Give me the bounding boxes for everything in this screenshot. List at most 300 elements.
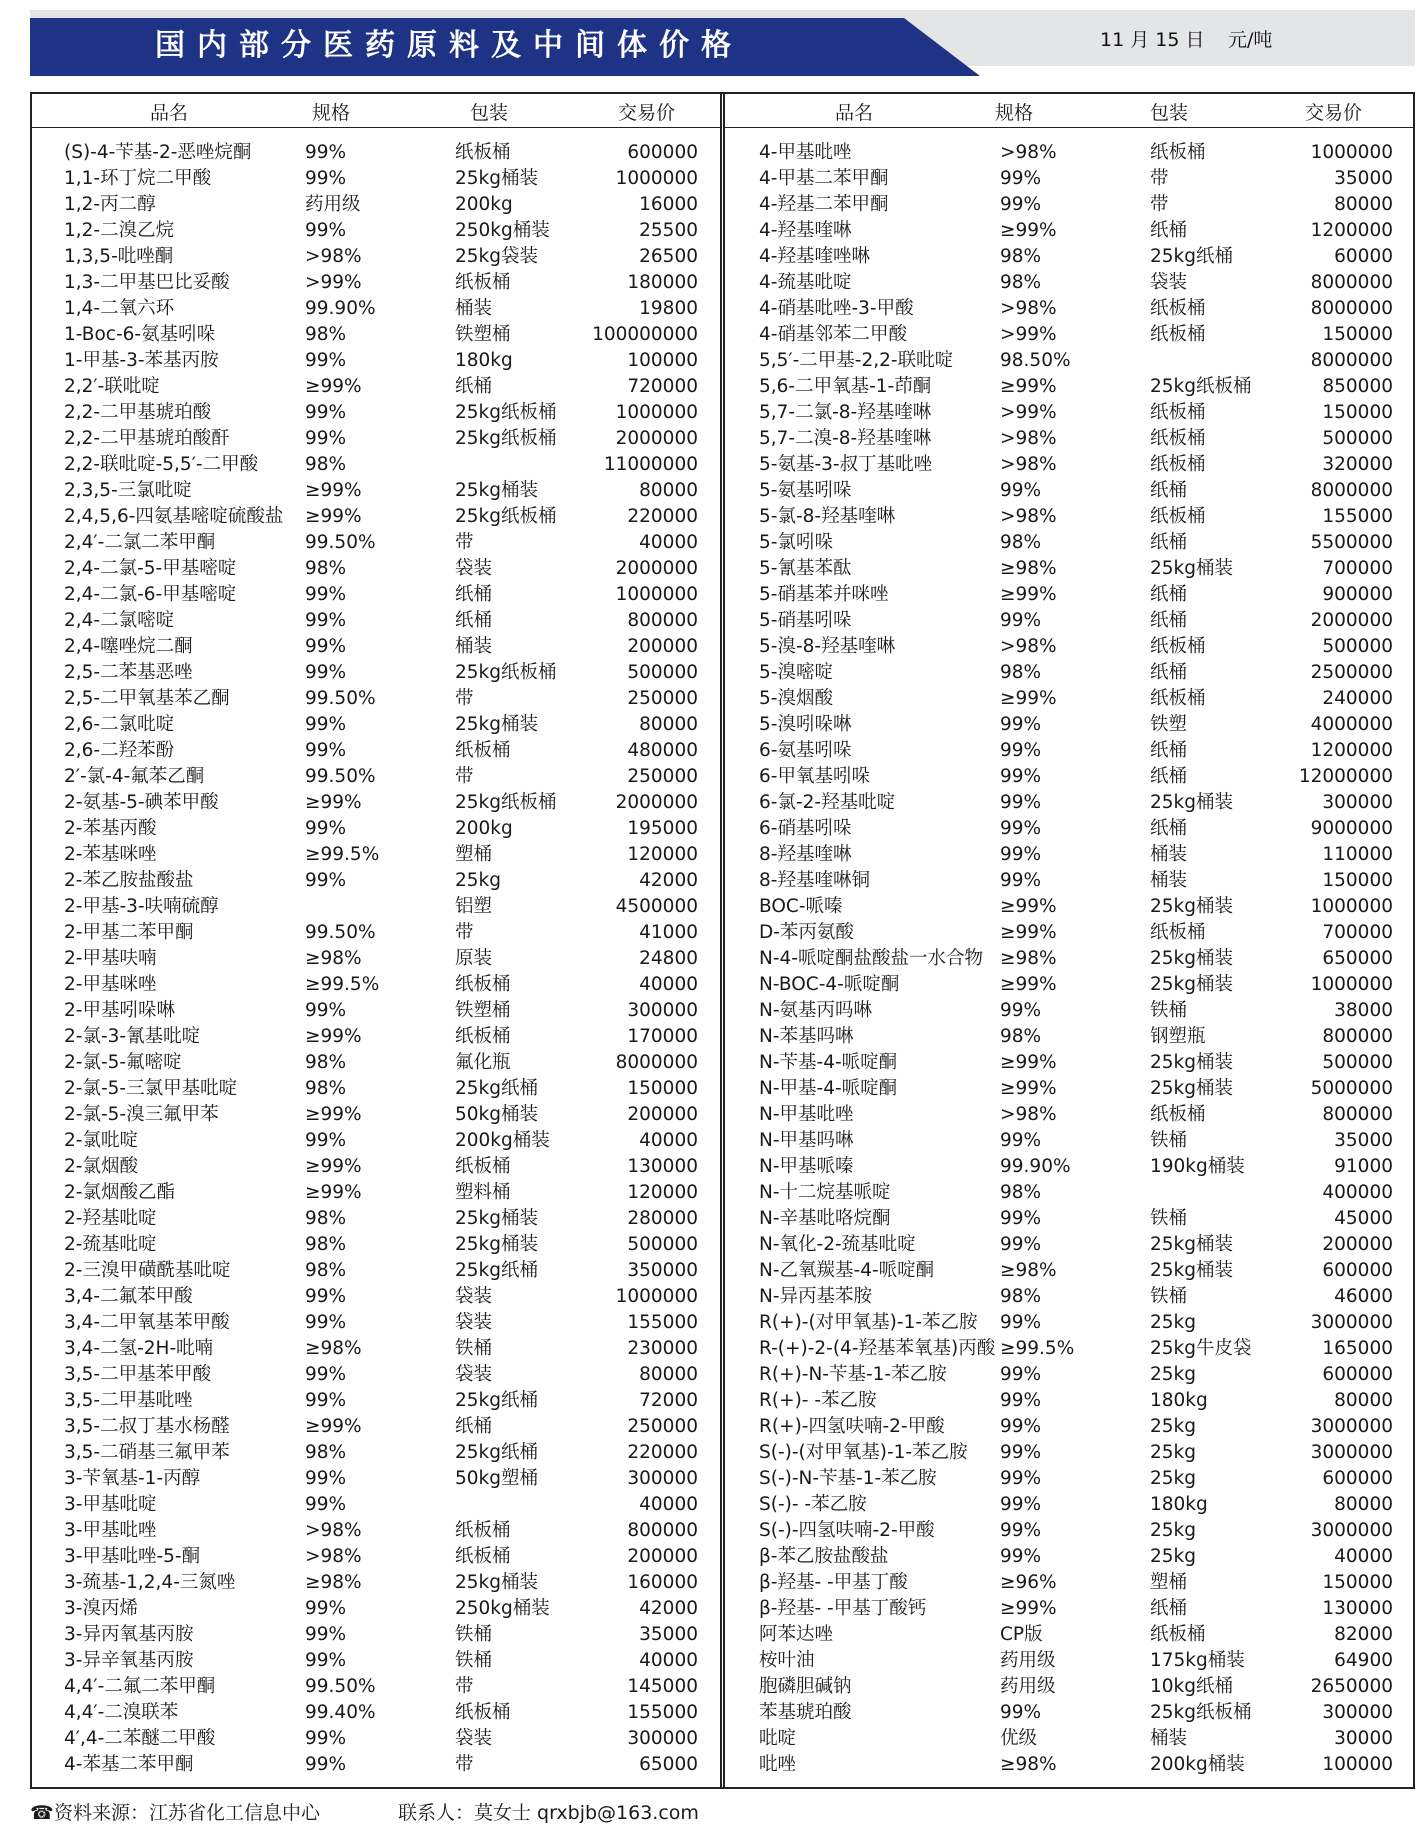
cell-package: 25kg桶装	[455, 714, 538, 735]
table-row	[725, 1648, 1415, 1674]
cell-price: 850000	[1322, 376, 1393, 397]
table-row	[30, 920, 720, 946]
cell-name: 2-氯烟酸	[64, 1156, 138, 1177]
cell-price: 35000	[639, 1624, 698, 1645]
cell-package: 纸板桶	[1150, 636, 1206, 657]
table-row	[30, 400, 720, 426]
table-row	[30, 790, 720, 816]
table-row	[725, 244, 1415, 270]
cell-spec: ≥99.5%	[1000, 1338, 1075, 1359]
table-row	[725, 1362, 1415, 1388]
table-row	[725, 816, 1415, 842]
table-row	[725, 972, 1415, 998]
cell-price: 30000	[1334, 1728, 1393, 1749]
cell-spec: ≥99%	[305, 376, 362, 397]
cell-package: 铁桶	[1150, 1000, 1188, 1021]
cell-spec: >98%	[305, 246, 362, 267]
cell-spec: 99.50%	[305, 922, 376, 943]
cell-spec: 99%	[1000, 1130, 1042, 1151]
cell-name: 3,5-二叔丁基水杨醛	[64, 1416, 230, 1437]
table-row	[30, 1752, 720, 1778]
cell-spec: 99%	[305, 1598, 347, 1619]
cell-spec: 99%	[305, 1754, 347, 1775]
table-row	[725, 946, 1415, 972]
table-row	[725, 1284, 1415, 1310]
cell-spec: 99%	[305, 740, 347, 761]
cell-package: 钢塑瓶	[1150, 1026, 1206, 1047]
cell-package: 25kg	[1150, 1520, 1196, 1541]
cell-spec: 99%	[1000, 1234, 1042, 1255]
cell-spec: 99%	[305, 1312, 347, 1333]
cell-name: 1,4-二氧六环	[64, 298, 175, 319]
cell-package: 25kg	[1150, 1364, 1196, 1385]
cell-name: 胞磷胆碱钠	[759, 1676, 852, 1697]
cell-name: 5-溴吲哚啉	[759, 714, 852, 735]
cell-spec: 99%	[305, 870, 347, 891]
cell-price: 3000000	[1310, 1416, 1393, 1437]
cell-spec: 99%	[305, 220, 347, 241]
cell-spec: 99%	[305, 1364, 347, 1385]
cell-package: 带	[1150, 168, 1169, 189]
cell-name: 2,3,5-三氯吡啶	[64, 480, 192, 501]
cell-name: 2-氯-5-溴三氟甲苯	[64, 1104, 219, 1125]
cell-name: 3,5-二甲基苯甲酸	[64, 1364, 212, 1385]
table-row	[725, 1414, 1415, 1440]
cell-price: 80000	[1334, 1390, 1393, 1411]
cell-spec: 99%	[1000, 1364, 1042, 1385]
table-row	[725, 1154, 1415, 1180]
cell-name: 3,4-二氢-2H-吡喃	[64, 1338, 214, 1359]
cell-price: 280000	[627, 1208, 698, 1229]
cell-price: 195000	[627, 818, 698, 839]
cell-spec: 98%	[1000, 532, 1042, 553]
cell-name: 5-溴嘧啶	[759, 662, 833, 683]
cell-package: 25kg桶装	[1150, 948, 1233, 969]
cell-name: 2,5-二苯基恶唑	[64, 662, 193, 683]
cell-package: 25kg纸桶	[455, 1078, 538, 1099]
table-row	[725, 1206, 1415, 1232]
cell-price: 8000000	[1310, 298, 1393, 319]
cell-name: 2,2-二甲基琥珀酸酐	[64, 428, 230, 449]
cell-name: 3-异辛氧基丙胺	[64, 1650, 194, 1671]
table-row	[30, 1648, 720, 1674]
cell-price: 800000	[627, 610, 698, 631]
cell-name: 1,3-二甲基巴比妥酸	[64, 272, 230, 293]
cell-spec: ≥96%	[1000, 1572, 1057, 1593]
cell-price: 130000	[627, 1156, 698, 1177]
cell-price: 500000	[1322, 636, 1393, 657]
cell-price: 100000	[1322, 1754, 1393, 1775]
cell-price: 1000000	[1310, 896, 1393, 917]
cell-name: 2,5-二甲氧基苯乙酮	[64, 688, 230, 709]
source-text: 资料来源：江苏省化工信息中心	[54, 1802, 321, 1824]
table-row	[30, 894, 720, 920]
cell-package: 纸桶	[455, 1416, 493, 1437]
cell-spec: 98%	[1000, 662, 1042, 683]
cell-spec: >99%	[1000, 324, 1057, 345]
cell-name: 3,5-二硝基三氟甲苯	[64, 1442, 230, 1463]
cell-spec: 99%	[305, 584, 347, 605]
cell-package: 纸板桶	[455, 142, 511, 163]
table-row	[725, 400, 1415, 426]
cell-package: 纸桶	[1150, 584, 1188, 605]
cell-name: N-乙氧羰基-4-哌啶酮	[759, 1260, 935, 1281]
cell-price: 2000000	[615, 792, 698, 813]
cell-price: 26500	[639, 246, 698, 267]
cell-price: 155000	[1322, 506, 1393, 527]
cell-package: 25kg	[1150, 1442, 1196, 1463]
table-row	[725, 504, 1415, 530]
cell-price: 500000	[1322, 428, 1393, 449]
cell-price: 65000	[639, 1754, 698, 1775]
cell-spec: 99%	[305, 428, 347, 449]
cell-spec: >98%	[1000, 428, 1057, 449]
cell-package: 25kg纸板桶	[455, 428, 557, 449]
cell-name: (S)-4-苄基-2-恶唑烷酮	[64, 142, 252, 163]
cell-package: 纸板桶	[455, 1546, 511, 1567]
table-row	[30, 296, 720, 322]
header-rule-left	[30, 127, 720, 128]
cell-price: 160000	[627, 1572, 698, 1593]
cell-name: 5-氯吲哚	[759, 532, 833, 553]
cell-spec: 99%	[1000, 844, 1042, 865]
cell-price: 24800	[639, 948, 698, 969]
cell-spec: 99%	[305, 610, 347, 631]
cell-spec: >98%	[1000, 142, 1057, 163]
cell-spec: 优级	[1000, 1728, 1038, 1749]
cell-name: 1-甲基-3-苯基丙胺	[64, 350, 219, 371]
cell-spec: 99%	[1000, 792, 1042, 813]
cell-price: 80000	[639, 714, 698, 735]
cell-name: 2-甲基二苯甲酮	[64, 922, 194, 943]
cell-price: 80000	[639, 480, 698, 501]
table-row	[725, 374, 1415, 400]
table-row	[30, 244, 720, 270]
cell-price: 150000	[1322, 1572, 1393, 1593]
table-row	[725, 348, 1415, 374]
cell-price: 155000	[627, 1312, 698, 1333]
cell-name: 2,2-联吡啶-5,5′-二甲酸	[64, 454, 259, 475]
cell-price: 220000	[627, 1442, 698, 1463]
cell-name: N-氨基丙吗啉	[759, 1000, 873, 1021]
contact-text: 联系人：莫女士 qrxbjb@163.com	[398, 1802, 699, 1824]
table-row	[725, 1466, 1415, 1492]
cell-name: 3,4-二甲氧基苯甲酸	[64, 1312, 230, 1333]
table-row	[30, 1206, 720, 1232]
cell-name: 苯基琥珀酸	[759, 1702, 852, 1723]
cell-price: 2650000	[1310, 1676, 1393, 1697]
cell-name: 5-氨基吲哚	[759, 480, 852, 501]
cell-name: 2-三溴甲磺酰基吡啶	[64, 1260, 231, 1281]
table-row	[30, 946, 720, 972]
cell-name: 2,2-二甲基琥珀酸	[64, 402, 212, 423]
cell-package: 25kg桶装	[1150, 558, 1233, 579]
table-row	[30, 998, 720, 1024]
cell-package: 袋装	[455, 1364, 493, 1385]
cell-package: 25kg桶装	[1150, 1078, 1233, 1099]
cell-name: 3-甲基吡唑-5-酮	[64, 1546, 201, 1567]
table-row	[725, 1388, 1415, 1414]
cell-price: 40000	[1334, 1546, 1393, 1567]
cell-package: 180kg	[1150, 1390, 1208, 1411]
cell-spec: >98%	[1000, 1104, 1057, 1125]
cell-price: 165000	[1322, 1338, 1393, 1359]
cell-spec: ≥99%	[1000, 584, 1057, 605]
cell-spec: ≥98%	[1000, 1260, 1057, 1281]
cell-spec: ≥98%	[1000, 558, 1057, 579]
cell-package: 纸桶	[1150, 480, 1188, 501]
table-row	[725, 1102, 1415, 1128]
cell-spec: ≥99%	[1000, 688, 1057, 709]
cell-name: 3-溴丙烯	[64, 1598, 138, 1619]
cell-package: 25kg桶装	[1150, 1052, 1233, 1073]
cell-package: 200kg	[455, 818, 513, 839]
cell-price: 400000	[1322, 1182, 1393, 1203]
cell-package: 纸板桶	[1150, 1624, 1206, 1645]
cell-price: 2000000	[1310, 610, 1393, 631]
table-row	[30, 1518, 720, 1544]
cell-spec: 99%	[1000, 1546, 1042, 1567]
table-row	[725, 582, 1415, 608]
table-row	[725, 166, 1415, 192]
cell-spec: ≥99.5%	[305, 974, 380, 995]
table-row	[725, 998, 1415, 1024]
cell-name: 8-羟基喹啉铜	[759, 870, 870, 891]
cell-price: 1000000	[615, 402, 698, 423]
cell-price: 64900	[1334, 1650, 1393, 1671]
cell-package: 纸桶	[455, 584, 493, 605]
cell-package: 200kg桶装	[455, 1130, 550, 1151]
cell-spec: 99%	[305, 1000, 347, 1021]
cell-spec: ≥99%	[1000, 376, 1057, 397]
header-package: 包装	[470, 102, 509, 124]
table-row	[30, 608, 720, 634]
cell-spec: >98%	[305, 1546, 362, 1567]
table-row	[30, 1440, 720, 1466]
cell-spec: >98%	[305, 1520, 362, 1541]
cell-name: 4-甲基吡唑	[759, 142, 852, 163]
table-row	[30, 738, 720, 764]
cell-spec: ≥99%	[1000, 1078, 1057, 1099]
cell-spec: 99.50%	[305, 766, 376, 787]
cell-name: D-苯丙氨酸	[759, 922, 854, 943]
cell-package: 纸桶	[1150, 740, 1188, 761]
cell-name: 5,5′-二甲基-2,2-联吡啶	[759, 350, 954, 371]
cell-package: 纸桶	[1150, 220, 1188, 241]
cell-price: 16000	[639, 194, 698, 215]
cell-price: 8000000	[1310, 350, 1393, 371]
cell-spec: 99%	[305, 1624, 347, 1645]
table-row	[725, 1258, 1415, 1284]
table-row	[725, 322, 1415, 348]
cell-spec: 99%	[305, 1494, 347, 1515]
cell-name: 6-甲氧基吲哚	[759, 766, 870, 787]
cell-price: 480000	[627, 740, 698, 761]
cell-price: 1000000	[615, 1286, 698, 1307]
cell-spec: 99%	[1000, 1416, 1042, 1437]
cell-package: 纸板桶	[1150, 1104, 1206, 1125]
cell-name: 2-苯乙胺盐酸盐	[64, 870, 194, 891]
cell-package: 10kg纸桶	[1150, 1676, 1233, 1697]
table-row	[30, 634, 720, 660]
cell-package: 25kg	[1150, 1468, 1196, 1489]
left-rows	[30, 140, 720, 1778]
table-row	[30, 1492, 720, 1518]
cell-name: S(-)-N-苄基-1-苯乙胺	[759, 1468, 937, 1489]
table-row	[30, 166, 720, 192]
cell-name: N-BOC-4-哌啶酮	[759, 974, 900, 995]
cell-spec: 99%	[305, 402, 347, 423]
cell-name: 3-异丙氧基丙胺	[64, 1624, 194, 1645]
cell-price: 45000	[1334, 1208, 1393, 1229]
table-row	[725, 1232, 1415, 1258]
cell-package: 袋装	[455, 1286, 493, 1307]
table-row	[30, 1726, 720, 1752]
table-row	[725, 1752, 1415, 1778]
cell-package: 带	[1150, 194, 1169, 215]
cell-spec: ≥99%	[305, 480, 362, 501]
cell-name: 5-氰基苯酞	[759, 558, 852, 579]
cell-price: 3000000	[1310, 1520, 1393, 1541]
table-row	[30, 816, 720, 842]
cell-package: 纸板桶	[455, 1520, 511, 1541]
cell-spec: ≥99%	[305, 792, 362, 813]
cell-name: β-苯乙胺盐酸盐	[759, 1546, 889, 1567]
cell-spec: >98%	[1000, 636, 1057, 657]
table-row	[725, 1570, 1415, 1596]
cell-package: 铁桶	[1150, 1286, 1188, 1307]
cell-package: 纸板桶	[1150, 324, 1206, 345]
cell-spec: ≥99.5%	[305, 844, 380, 865]
table-row	[725, 1180, 1415, 1206]
cell-name: 吡唑	[759, 1754, 797, 1775]
cell-spec: 99%	[305, 142, 347, 163]
cell-name: BOC-哌嗪	[759, 896, 843, 917]
cell-spec: 99%	[1000, 480, 1042, 501]
cell-price: 650000	[1322, 948, 1393, 969]
cell-package: 180kg	[455, 350, 513, 371]
table-row	[725, 270, 1415, 296]
cell-package: 25kg纸板桶	[455, 506, 557, 527]
cell-spec: 98%	[305, 1052, 347, 1073]
cell-spec: 99%	[305, 1728, 347, 1749]
cell-spec: 药用级	[1000, 1676, 1056, 1697]
table-row	[725, 1050, 1415, 1076]
cell-name: N-氧化-2-巯基吡啶	[759, 1234, 916, 1255]
cell-package: 纸板桶	[455, 1702, 511, 1723]
cell-price: 8000000	[1310, 480, 1393, 501]
cell-package: 25kg袋装	[455, 246, 538, 267]
table-row	[30, 1570, 720, 1596]
cell-name: 5-硝基苯并咪唑	[759, 584, 889, 605]
cell-price: 19800	[639, 298, 698, 319]
cell-price: 300000	[627, 1728, 698, 1749]
cell-name: 2-甲基呋喃	[64, 948, 157, 969]
cell-spec: ≥99%	[305, 1416, 362, 1437]
cell-price: 720000	[627, 376, 698, 397]
table-row	[725, 1518, 1415, 1544]
cell-package: 250kg桶装	[455, 1598, 550, 1619]
cell-price: 80000	[1334, 1494, 1393, 1515]
cell-package: 塑桶	[455, 844, 493, 865]
cell-price: 91000	[1334, 1156, 1393, 1177]
cell-spec: 98%	[305, 558, 347, 579]
table-row	[30, 1154, 720, 1180]
cell-price: 170000	[627, 1026, 698, 1047]
cell-price: 200000	[1322, 1234, 1393, 1255]
cell-spec: 99.90%	[305, 298, 376, 319]
cell-price: 3000000	[1310, 1312, 1393, 1333]
cell-spec: 99%	[1000, 194, 1042, 215]
cell-name: 4-硝基邻苯二甲酸	[759, 324, 907, 345]
cell-price: 25500	[639, 220, 698, 241]
cell-package: 桶装	[455, 636, 493, 657]
cell-spec: 98%	[1000, 246, 1042, 267]
table-row	[725, 894, 1415, 920]
cell-package: 桶装	[1150, 844, 1188, 865]
cell-name: 2-氯-5-氟嘧啶	[64, 1052, 182, 1073]
cell-price: 500000	[627, 662, 698, 683]
cell-spec: 99%	[1000, 1208, 1042, 1229]
cell-package: 25kg桶装	[455, 1572, 538, 1593]
table-row	[30, 1388, 720, 1414]
cell-name: 2-巯基吡啶	[64, 1234, 157, 1255]
cell-spec: 99%	[1000, 1442, 1042, 1463]
cell-name: 2,4′-二氯二苯甲酮	[64, 532, 216, 553]
unit-label: 元/吨	[1228, 29, 1273, 51]
cell-price: 82000	[1334, 1624, 1393, 1645]
cell-name: 3-巯基-1,2,4-三氮唑	[64, 1572, 236, 1593]
table-row	[30, 1128, 720, 1154]
cell-package: 铁塑桶	[455, 324, 511, 345]
cell-price: 320000	[1322, 454, 1393, 475]
cell-name: 4-甲基二苯甲酮	[759, 168, 889, 189]
cell-package: 25kg纸板桶	[455, 792, 557, 813]
table-row	[30, 530, 720, 556]
table-row	[30, 1414, 720, 1440]
cell-package: 25kg纸桶	[1150, 246, 1233, 267]
table-row	[725, 1076, 1415, 1102]
cell-package: 纸板桶	[1150, 142, 1206, 163]
cell-package: 纸板桶	[455, 1156, 511, 1177]
cell-price: 4500000	[615, 896, 698, 917]
cell-package: 纸桶	[1150, 818, 1188, 839]
cell-name: 1,3,5-吡唑酮	[64, 246, 174, 267]
cell-price: 300000	[627, 1000, 698, 1021]
cell-price: 4000000	[1310, 714, 1393, 735]
cell-price: 12000000	[1298, 766, 1393, 787]
page-title: 国内部分医药原料及中间体价格	[155, 28, 743, 63]
cell-package: 带	[455, 922, 474, 943]
table-row	[725, 1492, 1415, 1518]
cell-package: 铁桶	[455, 1624, 493, 1645]
cell-name: 4-羟基二苯甲酮	[759, 194, 889, 215]
table-row	[725, 478, 1415, 504]
cell-package: 纸板桶	[1150, 688, 1206, 709]
cell-package: 纸桶	[1150, 1598, 1188, 1619]
cell-spec: 99%	[305, 636, 347, 657]
cell-spec: 98%	[305, 1442, 347, 1463]
cell-spec: >98%	[1000, 298, 1057, 319]
cell-name: 8-羟基喹啉	[759, 844, 852, 865]
cell-name: N-甲基吡唑	[759, 1104, 854, 1125]
cell-name: 4,4′-二溴联苯	[64, 1702, 179, 1723]
cell-package: 塑料桶	[455, 1182, 511, 1203]
header-package: 包装	[1150, 102, 1189, 124]
cell-spec: 99%	[1000, 1390, 1042, 1411]
cell-name: 2-氯-5-三氯甲基吡啶	[64, 1078, 238, 1099]
table-row	[30, 712, 720, 738]
